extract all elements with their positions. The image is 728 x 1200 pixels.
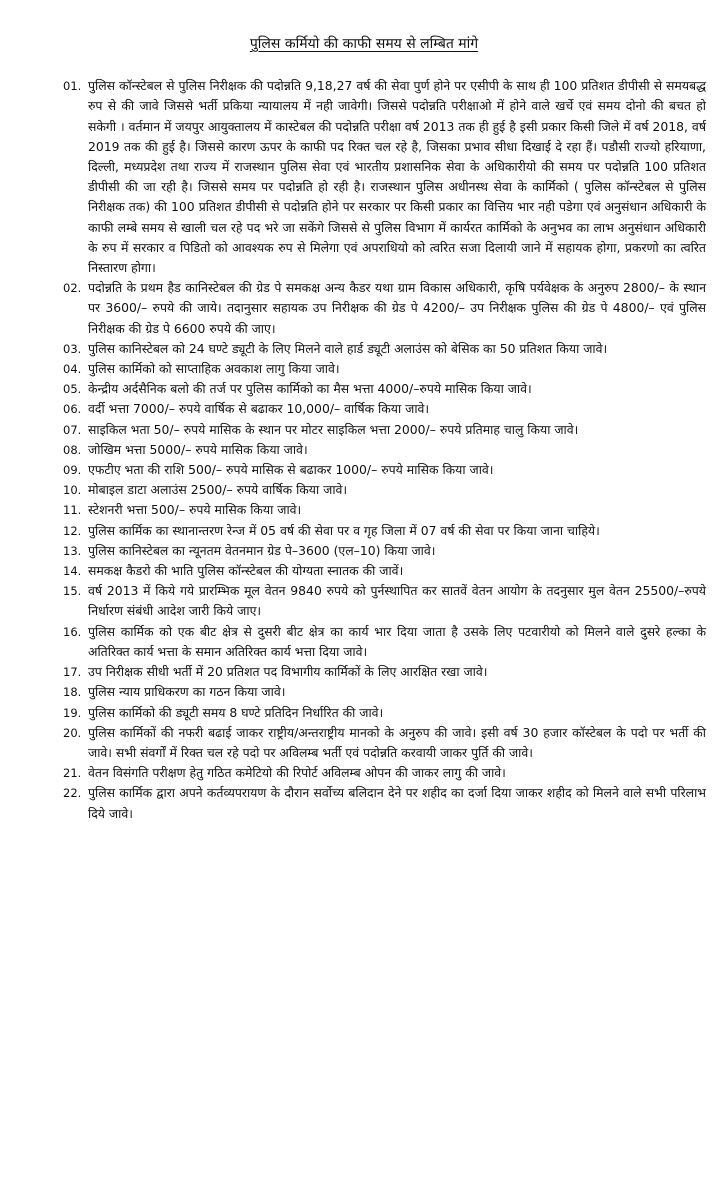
list-item [63,783,706,823]
item-text: पदोन्नति के प्रथम हैड कानिस्टेबल की ग्रेड पे समकक्ष अन्य कैडर यथा ग्राम विकास अधिकारी, कृषि पर्यवेक्षक के अनुरुप 2800/– के स्थान पर 3600/– रुपये की जाये। तदानुसार सहायक उप निरीक्षक की ग्रेड पे 4200/– उप निरीक्षक पुलिस की ग्रेड पे 4800/– एवं पुलिस निरीक्षक की ग्रेड पे 6600 रुपये की जाए। [88,280,706,336]
list-item [63,581,706,621]
item-number: 03. [63,341,82,356]
list-item [63,521,706,541]
item-number: 20. [63,725,82,740]
item-text: साइकिल भता 50/– रुपये मासिक के स्थान पर मोटर साइकिल भत्ता 2000/– रुपये प्रतिमाह चालु किया जावे। [88,421,579,437]
item-text: पुलिस कार्मिक द्वारा अपने कर्तव्यपरायण के दौरान सर्वोच्य बलिदान देने पर शहीद का दर्जा दिया जाकर शहीद को मिलने वाले सभी परिलाभ दिये जावे। [88,785,706,821]
item-number: 13. [63,543,82,558]
list-item [63,480,706,500]
item-text: पुलिस कार्मिको को साप्ताहिक अवकाश लागु किया जावे। [88,361,340,377]
item-number: 17. [63,665,82,680]
item-number: 15. [63,584,82,599]
item-text: वेतन विसंगति परीक्षण हेतु गठित कमेटियो की रिपोर्ट अविलम्ब ओपन की जाकर लागु की जावे। [88,765,506,781]
item-number: 04. [63,362,82,377]
item-number: 22. [63,786,82,801]
list-item [63,682,706,702]
list-item [63,359,706,379]
item-text: पुलिस कार्मिको की ड्यूटी समय 8 घण्टे प्रतिदिन निर्धारित की जावे। [88,704,384,720]
item-number: 06. [63,402,82,417]
list-item [63,763,706,783]
list-item [63,622,706,662]
list-item [63,379,706,399]
item-text: जोखिम भत्ता 5000/– रुपये मासिक किया जावे। [88,441,308,457]
list-item [63,339,706,359]
list-item [63,703,706,723]
item-number: 02. [63,281,82,296]
item-number: 10. [63,483,82,498]
list-item [63,541,706,561]
item-text: पुलिस कानिस्टेबल को 24 घण्टे ड्यूटी के लिए मिलने वाले हार्ड ड्यूटी अलाउंस को बेसिक का 50 प्रतिशत किया जावे। [88,340,608,356]
item-number: 01. [63,79,82,94]
item-number: 18. [63,685,82,700]
page-title: पुलिस कर्मियो की काफी समय से लम्बित मांगे [249,36,479,52]
item-number: 21. [63,766,82,781]
item-number: 16. [63,624,82,639]
item-text: पुलिस न्याय प्राधिकरण का गठन किया जावे। [88,684,286,700]
item-text: पुलिस कार्मिक का स्थानान्तरण रेन्ज में 05 वर्ष की सेवा पर व गृह जिला में 07 वर्ष की सेवा पर किया जाना चाहिये। [88,522,600,538]
item-text: एफटीए भता की राशि 500/– रुपये मासिक से बढाकर 1000/– रुपये मासिक किया जावे। [88,462,494,478]
item-text: केन्द्रीय अर्दसैनिक बलो की तर्ज पर पुलिस कार्मिको का मैस भत्ता 4000/–रुपये मासिक किया जावे। [88,381,532,397]
list-item [63,561,706,581]
item-number: 19. [63,705,82,720]
item-text: पुलिस कॉन्स्टेबल से पुलिस निरीक्षक की पदोन्नति 9,18,27 वर्ष की सेवा पुर्ण होने पर एसीपी के साथ ही 100 प्रतिशत डीपीसी से समयबद्ध रुप से की जावे जिससे भर्ती प्रकिया न्यायालय में नही जावेगी। जिससे पदोन्नति परीक्षाओ में होने वाले खर्चे एवं समय दोनो की बचत हो सकेगी । वर्तमान में जयपुर आयुक्तालय में कास्टेबल की पदोन्नति परीक्षा वर्ष 2013 तक ही हुई है इसी प्रकार किसी जिले में वर्ष 2018, वर्ष 2019 तक की हुई है। जिससे कारण ऊपर के काफी पद रिक्त चल रहे है, जिसका प्रभाव सीधा दिखाई दे रहा हैं। पडौसी राज्यो हरियाणा, दिल्ली, मध्यप्रदेश तथा राज्य में राजस्थान पुलिस सेवा एवं भारतीय प्रशासनिक सेवा के अधिकारीयो की समय पर पदोन्नति 100 प्रतिशत डीपीसी की जा रही है। जिससे समय पर पदोन्नति हो रही है। राजस्थान पुलिस अधीनस्थ सेवा के कार्मिको ( पुलिस कॉन्स्टेबल से पुलिस निरीक्षक तक) की 100 प्रतिशत डीपीसी से पदोन्नति होने पर सरकार पर किसी प्रकार का वित्तिय भार नही पडेगा एवं अनुसंधान अधिकारी के काफी लम्बे समय से खाली चल रहे पद भरे जा सकेंगे जिससे से पुलिस विभाग में कार्यरत कार्मिको के अनुभव का लाभ अनुसंधान अधिकारी के रुप में सरकार व पिडितो को आवश्यक रुप से मिलेगा एवं अपराधियो को त्वरित सजा दिलायी जाने में सहायक होगा, प्रकरणो का त्वरित निस्तारण होगा। [88,78,706,276]
item-number: 11. [63,503,82,518]
item-text: वर्दी भत्ता 7000/– रुपये वार्षिक से बढाकर 10,000/– वार्षिक किया जावे। [88,401,430,417]
item-text: मोबाइल डाटा अलाउंस 2500/– रुपये वार्षिक किया जावे। [88,482,348,498]
item-text: पुलिस कार्मिकों की नफरी बढाई जाकर राष्ट्रीय/अन्तराष्ट्रीय मानको के अनुरुप की जावे। इसी वर्ष 30 हजार कॉस्टेबल के पदो पर भर्ती की जावे। सभी संवर्गों में रिक्त चल रहे पदो पर अविलम्ब भर्ती एवं पदोन्नति करवायी जाकर पुर्ति की जावे। [88,724,706,760]
item-text: वर्ष 2013 में किये गये प्रारम्भिक मूल वेतन 9840 रुपये को पुर्नस्थापित कर सातवें वेतन आयोग के तदनुसार मुल वेतन 25500/–रुपये निर्धारण संबंधी आदेश जारी किये जाए। [88,583,706,619]
list-item [63,460,706,480]
item-text: स्टेशनरी भत्ता 500/– रुपये मासिक किया जावे। [88,502,302,518]
list-item [63,420,706,440]
list-item [63,76,706,278]
item-number: 05. [63,382,82,397]
item-text: उप निरीक्षक सीधी भर्ती में 20 प्रतिशत पद विभागीय कार्मिकों के लिए आरक्षित रखा जावे। [88,664,488,680]
list-item [63,662,706,682]
item-number: 07. [63,422,82,437]
demands-list [63,76,706,824]
item-number: 12. [63,523,82,538]
item-number: 09. [63,463,82,478]
list-item [63,278,706,339]
item-number: 14. [63,564,82,579]
list-item [63,399,706,419]
item-text: समकक्ष कैडरो की भाति पुलिस कॉन्स्टेबल की योग्यता स्नातक की जावें। [88,563,404,579]
list-item [63,440,706,460]
item-number: 08. [63,442,82,457]
item-text: पुलिस कार्मिक को एक बीट क्षेत्र से दुसरी बीट क्षेत्र का कार्य भार दिया जाता है उसके लिए पटवारीयो को मिलने वाले दुसरे हल्का के अतिरिक्त कार्य भत्ता के समान अतिरिक्त कार्य भत्ता दिया जावे। [88,623,706,659]
list-item [63,723,706,763]
item-text: पुलिस कानिस्टेबल का न्यूनतम वेतनमान ग्रेड पे–3600 (एल–10) किया जावे। [88,542,436,558]
list-item [63,500,706,520]
